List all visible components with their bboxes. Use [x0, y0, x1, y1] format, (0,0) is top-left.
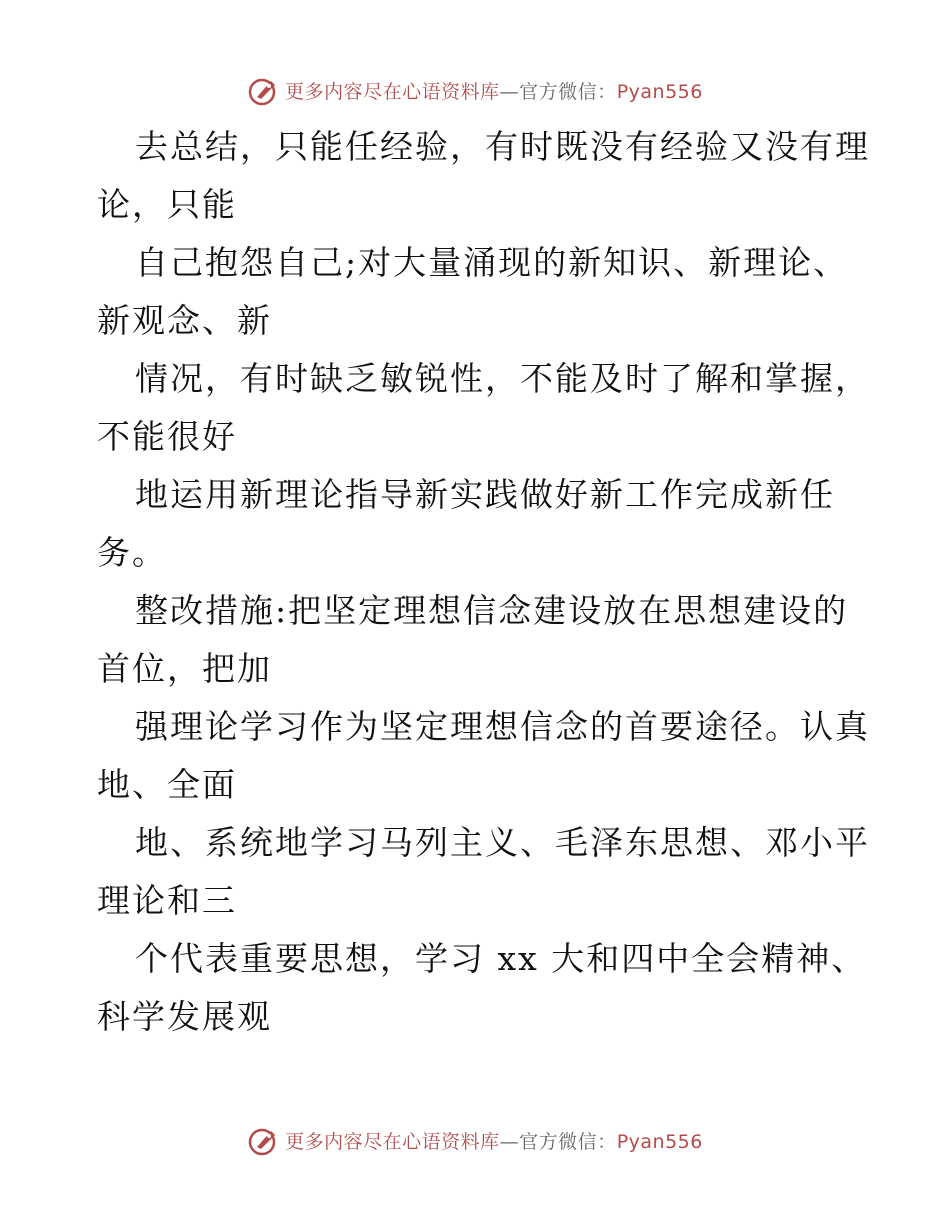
text-line: 情况，有时缺乏敏锐性，不能及时了解和掌握，	[135, 359, 870, 398]
text-line: 去总结，只能任经验，有时既没有经验又没有理	[135, 127, 870, 166]
text-line: 地、系统地学习马列主义、毛泽东思想、邓小平	[135, 823, 870, 862]
banner-wechat-id: Pyan556	[616, 80, 703, 103]
banner-text	[285, 77, 703, 104]
header-banner	[0, 70, 950, 110]
banner-title: 更多内容尽在心语资料库	[285, 80, 500, 103]
text-line: 自己抱怨自己;对大量涌现的新知识、新理论、	[135, 243, 849, 282]
text-line: 地运用新理论指导新实践做好新工作完成新任	[135, 475, 835, 514]
banner-wechat-id: Pyan556	[616, 1130, 703, 1153]
banner-official-label: 官方微信：	[519, 1130, 617, 1153]
text-line: 科学发展观	[97, 997, 272, 1036]
text-line: 个代表重要思想，学习 xx 大和四中全会精神、	[135, 939, 867, 978]
text-line: 不能很好	[97, 417, 237, 456]
text-line: 整改措施:把坚定理想信念建设放在思想建设的	[135, 591, 849, 630]
banner-separator: —	[499, 80, 520, 103]
banner-text	[285, 1127, 703, 1154]
text-line: 地、全面	[97, 765, 237, 804]
text-line: 新观念、新	[97, 301, 272, 340]
banner-separator: —	[499, 1130, 520, 1153]
footer-banner	[0, 1120, 950, 1160]
document-body	[97, 118, 870, 1046]
text-line: 务。	[97, 533, 167, 572]
text-line: 首位，把加	[97, 649, 272, 688]
banner-title: 更多内容尽在心语资料库	[285, 1130, 500, 1153]
text-line: 论，只能	[97, 185, 237, 224]
banner-official-label: 官方微信：	[519, 80, 617, 103]
pen-nib-logo-icon	[247, 73, 281, 107]
text-line: 理论和三	[97, 881, 237, 920]
pen-nib-logo-icon	[247, 1123, 281, 1157]
text-line: 强理论学习作为坚定理想信念的首要途径。认真	[135, 707, 870, 746]
